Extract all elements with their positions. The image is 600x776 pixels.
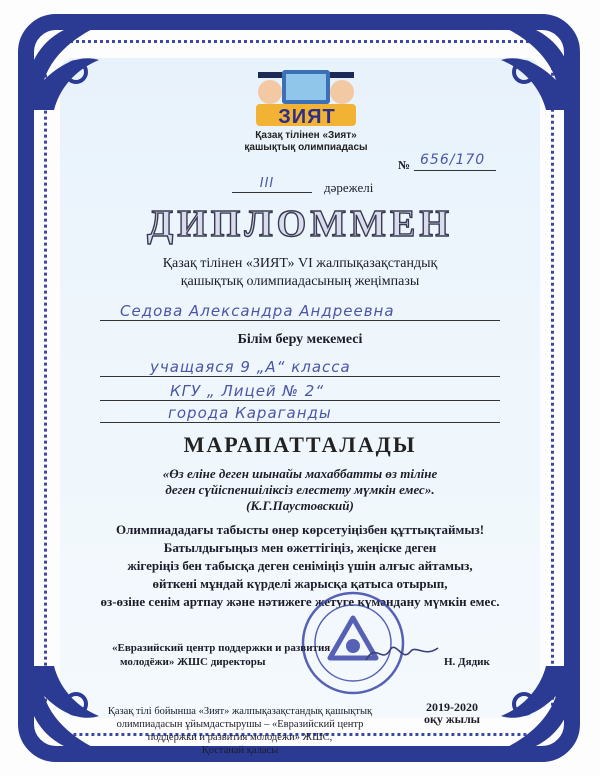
signature — [362, 638, 442, 668]
logo-brand: ЗИЯТ — [278, 106, 336, 128]
logo-caption-line2: қашықтық олимпиадасы — [244, 142, 368, 153]
degree-underline — [232, 192, 312, 193]
signer-org-line1: «Евразийский центр поддержки и развития — [112, 642, 331, 654]
institution-line1: учащаяся 9 „А“ класса — [150, 358, 351, 376]
academic-year: 2019-2020 — [426, 700, 478, 714]
subtitle-line1: Қазақ тілінен «ЗИЯТ» VI жалпықазақстандық — [162, 256, 438, 271]
logo-caption-line1: Қазақ тілінен «Зият» — [255, 130, 357, 141]
institution-line3: города Караганды — [168, 404, 332, 422]
institution-underline2 — [100, 400, 500, 401]
degree-label: дәрежелі — [324, 180, 374, 195]
quote-line1: «Өз еліне деген шынайы махаббатты өз тіліне — [162, 466, 438, 481]
body-line: өз-өзіне сенім артпау және нәтижеге жетуге күмәндану мүмкін емес. — [100, 594, 500, 609]
winner-name-underline — [100, 320, 500, 321]
institution-label: Білім беру мекемесі — [237, 332, 363, 347]
footer-line: Қазақ тілі бойынша «Зият» жалпықазақстандық қашықтық — [107, 706, 373, 717]
number-underline — [414, 170, 496, 171]
award-word: МАРАПАТТАЛАДЫ — [183, 432, 417, 457]
institution-line2: КГУ „ Лицей № 2“ — [170, 382, 325, 400]
winner-name: Седова Александра Андреевна — [120, 302, 395, 320]
corner-ornament-top-right — [476, 10, 586, 120]
corner-ornament-top-left — [14, 10, 124, 120]
quote-line2: деген сүйіспеншіліксіз елестету мүмкін емес». — [165, 482, 435, 497]
signer-name: Н. Дядик — [444, 656, 490, 668]
diploma-title: ДИПЛОММЕН — [147, 203, 453, 245]
quote-author: (К.Г.Паустовский) — [246, 498, 354, 513]
academic-year-label: оқу жылы — [423, 712, 481, 726]
footer-line: олимпиадасын ұйымдастырушы – «Евразийский центр — [116, 719, 364, 730]
diploma-number: 656/170 — [420, 152, 486, 168]
footer-line: поддержки и развития молодёжи» ЖШС, — [147, 732, 333, 743]
number-prefix: № — [398, 158, 411, 172]
subtitle-line2: қашықтық олимпиадасының жеңімпазы — [180, 274, 420, 289]
signer-org-line2: молодёжи» ЖШС директоры — [120, 656, 266, 668]
degree-value: III — [259, 176, 275, 191]
body-line: Батылдығыңыз мен өжеттігіңіз, жеңіске деген — [163, 540, 437, 555]
body-line: жігеріңіз бен табысқа деген сеніміңіз үшін алғыс айтамыз, — [127, 558, 473, 573]
body-line: Олимпиададағы табысты өнер көрсетуіңізбен құттықтаймыз! — [115, 522, 485, 537]
corner-ornament-bottom-right — [476, 656, 586, 766]
institution-underline1 — [100, 376, 500, 377]
footer-line: Қостанай қаласы — [201, 745, 279, 756]
body-line: өйткені мұндай күрделі жарысқа қатыса отырып, — [152, 576, 448, 591]
institution-underline3 — [100, 422, 500, 423]
